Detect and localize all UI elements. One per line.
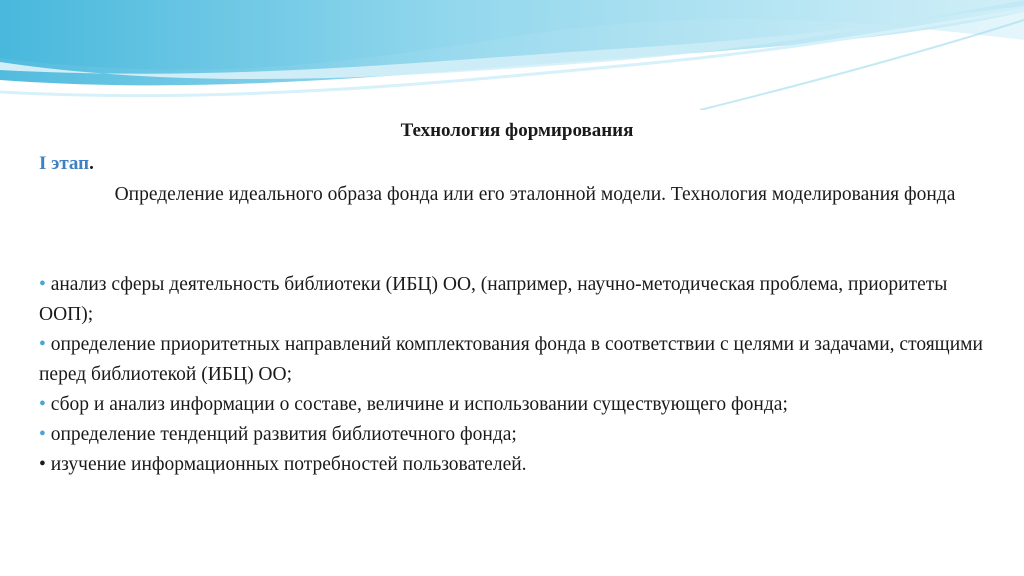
stage-label: I этап bbox=[39, 153, 90, 174]
bullet-item bbox=[39, 330, 989, 390]
stage-subtitle: Определение идеального образа фонда или его эталонной модели. Технология моделирования фонда bbox=[114, 184, 956, 205]
bullet-item bbox=[39, 270, 989, 330]
wave-layer-main bbox=[0, 0, 1024, 85]
bullet-icon: • bbox=[39, 334, 46, 355]
bullet-text: определение тенденций развития библиотечного фонда; bbox=[50, 424, 517, 445]
stage-suffix: . bbox=[89, 153, 94, 174]
bullet-item bbox=[39, 390, 989, 420]
bullet-text: анализ сферы деятельность библиотеки (ИБЦ) ОО, (например, научно-методическая проблема, приоритеты ООП); bbox=[39, 274, 948, 325]
bullet-text: изучение информационных потребностей пользователей. bbox=[50, 454, 527, 475]
bullet-icon: • bbox=[39, 454, 46, 475]
stage-heading bbox=[39, 151, 94, 177]
bullet-icon: • bbox=[39, 424, 46, 445]
bullet-text: определение приоритетных направлений комплектования фонда в соответствии с целями и задачами, стоящими перед библиотекой (ИБЦ) ОО; bbox=[39, 334, 983, 385]
slide-title: Технология формирования bbox=[400, 120, 634, 141]
wave-banner bbox=[0, 0, 1024, 110]
bullet-item bbox=[39, 450, 989, 480]
bullet-text: сбор и анализ информации о составе, величине и использовании существующего фонда; bbox=[50, 394, 788, 415]
bullet-item bbox=[39, 420, 989, 450]
bullet-icon: • bbox=[39, 274, 46, 295]
bullet-list bbox=[39, 270, 989, 480]
bullet-icon: • bbox=[39, 394, 46, 415]
